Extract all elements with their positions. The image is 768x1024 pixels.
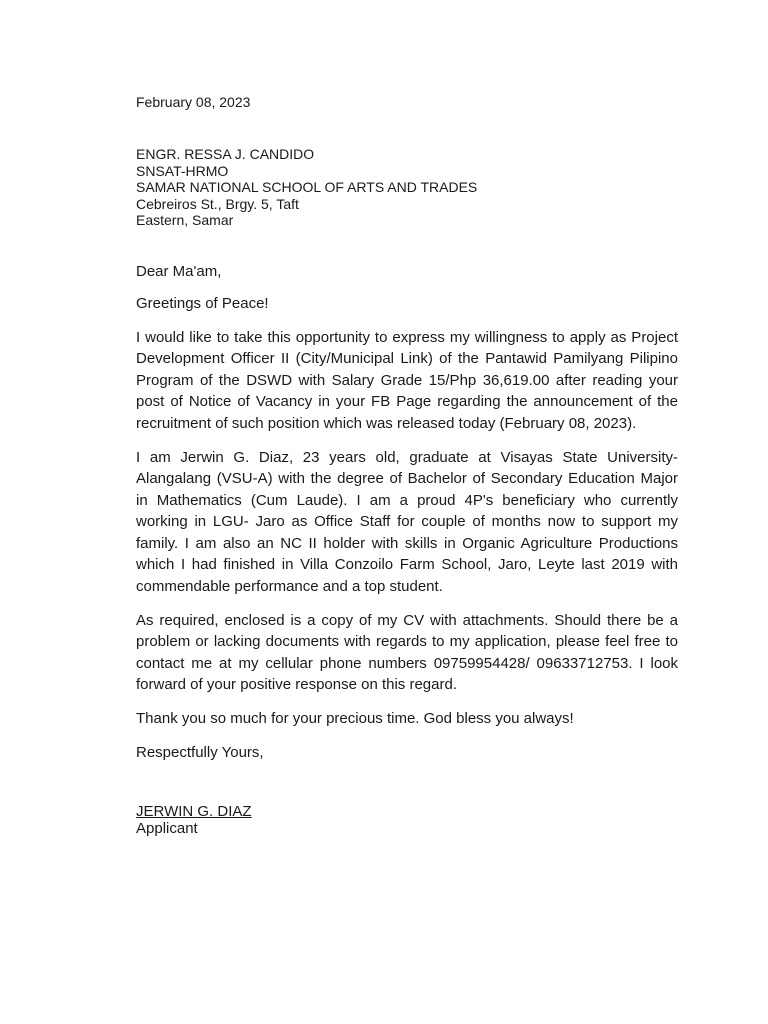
letter-body [136,261,678,776]
phone-numbers: 09759954428/ 09633712753 [433,654,629,672]
recipient-province: Eastern, Samar [136,212,234,229]
letter-date: February 08, 2023 [136,94,251,110]
greeting: Greetings of Peace! [136,294,269,312]
recipient-address-block [136,146,477,229]
paragraph-background: I am Jerwin G. Diaz, 23 years old, graduate at Visayas State University-Alangalang (VSU-A) with the degree of Bachelor of Secondary Education Major in Mathematics (Cum Laude). I am a proud 4P's beneficiary who currently working in LGU- Jaro as Office Staff for couple of months now to support my family. I am also an NC II holder with skills in Organic Agriculture Productions which I had finished in Villa Conzoilo Farm School, Jaro, Leyte last 2019 with commendable performance and a top student. [136,448,678,595]
paragraph-contact [136,610,678,696]
paragraph-application: I would like to take this opportunity to express my willingness to apply as Project Development Officer II (City/Municipal Link) of the Pantawid Pamilyang Pilipino Program of the DSWD with Salary Grade 15/Php 36,619.00 after reading your post of Notice of Vacancy in your FB Page regarding the announcement of the recruitment of such position which was released today (February 08, 2023). [136,328,678,432]
signature-title: Applicant [136,820,198,837]
recipient-office: SNSAT-HRMO [136,162,229,179]
recipient-street: Cebreiros St., Brgy. 5, Taft [136,195,299,212]
contact-text-before: As required, enclosed is a copy of my CV with attachments. Should there be a problem or lacking documents with regards to my application, please feel free to contact me at my cellular phone numbers [136,611,678,672]
closing-line: Respectfully Yours, [136,744,264,761]
signature-block [136,803,252,837]
signature-name: JERWIN G. DIAZ [136,803,252,820]
recipient-name: ENGR. RESSA J. CANDIDO [136,146,315,162]
contact-text-after: . I look forward of your positive response on this regard. [136,654,679,693]
salutation: Dear Ma'am, [136,263,222,280]
recipient-institution: SAMAR NATIONAL SCHOOL OF ARTS AND TRADES [136,179,478,196]
thanks-line: Thank you so much for your precious time. God bless you always! [136,710,574,727]
